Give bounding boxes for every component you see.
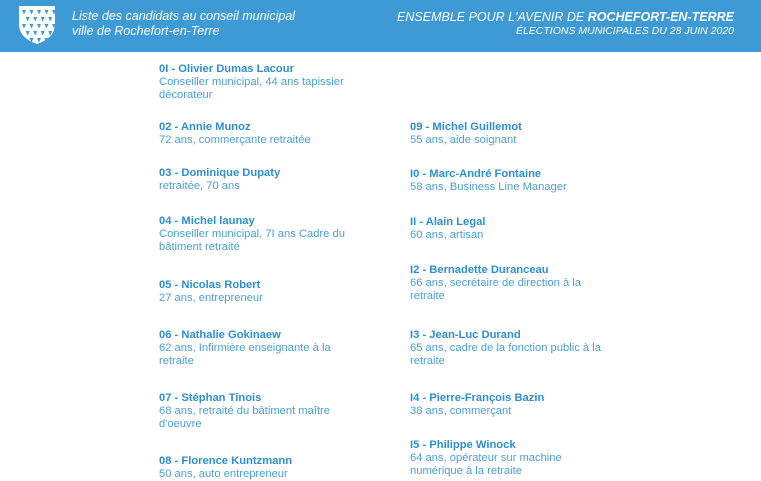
header-election-title <box>397 10 734 38</box>
list-item <box>410 263 615 302</box>
candidate-name: 05 - Nicolas Robert <box>159 279 261 291</box>
list-item <box>159 454 364 481</box>
list-item <box>410 215 615 242</box>
candidate-name: 0I - Olivier Dumas Lacour <box>159 63 294 75</box>
candidate-description: Conseiller municipal, 44 ans tapissier décorateur <box>159 76 344 101</box>
candidate-name: 04 - Michel launay <box>159 215 255 227</box>
candidate-description: 65 ans, cadre de la fonction public à la retraite <box>410 342 601 367</box>
header-banner <box>0 0 761 52</box>
candidate-description: 60 ans, artisan <box>410 229 484 241</box>
candidate-description: 38 ans, commerçant <box>410 405 512 417</box>
list-item <box>410 120 615 147</box>
candidate-description: 72 ans, commerçante retraitée <box>159 134 311 146</box>
candidate-description: 64 ans, opérateur sur machine numérique à la retraite <box>410 452 562 477</box>
candidate-description: 27 ans, entrepreneur <box>159 292 263 304</box>
ermine-spot-icon <box>22 38 26 43</box>
list-item <box>159 278 364 305</box>
candidate-name: I4 - Pierre-François Bazin <box>410 392 545 404</box>
candidate-name: 06 - Nathalie Gokinaew <box>159 329 281 341</box>
candidate-name: 09 - Michel Guillemot <box>410 121 522 133</box>
header-slogan <box>397 10 734 25</box>
candidate-description: 66 ans, secrétaire de direction à la retraite <box>410 277 582 302</box>
candidate-description: 50 ans, auto entrepreneur <box>159 468 288 480</box>
candidate-description: 58 ans, Business Line Manager <box>410 181 567 193</box>
header-election-date: ÉLECTIONS MUNICIPALES DU 28 JUIN 2020 <box>515 25 734 37</box>
candidate-name: I0 - Marc-André Fontaine <box>410 168 542 180</box>
list-item <box>159 62 364 101</box>
crest-logo-icon <box>15 2 59 46</box>
candidate-name: 07 - Stéphan Tinois <box>159 392 262 404</box>
list-item <box>159 391 364 430</box>
list-item <box>410 328 615 367</box>
ermine-spot-icon <box>56 17 59 22</box>
candidate-name: I5 - Philippe Winock <box>410 439 516 451</box>
candidate-name: 02 - Annie Munoz <box>159 121 251 133</box>
candidate-description: 68 ans, retraité du bâtiment maître d'oeuvre <box>159 405 331 430</box>
header-title-line1: Liste des candidats au conseil municipal <box>72 9 296 23</box>
ermine-spot-icon <box>52 38 56 43</box>
list-item <box>159 328 364 367</box>
header-slogan-prefix: ENSEMBLE POUR L'AVENIR DE <box>397 10 588 24</box>
list-item <box>410 167 615 194</box>
header-list-title <box>72 9 295 39</box>
candidate-description: 62 ans, Infirmière enseignante à la retraite <box>159 342 331 367</box>
ermine-spot-icon <box>56 31 59 36</box>
list-item <box>159 120 364 147</box>
candidate-name: 08 - Florence Kuntzmann <box>159 455 293 467</box>
candidate-description: Conseiller municipal, 7I ans Cadre du bâtiment retraité <box>159 228 345 253</box>
list-item <box>410 438 615 477</box>
candidate-description: retraitée, 70 ans <box>159 180 240 192</box>
list-item <box>159 214 364 253</box>
candidate-description: 55 ans, aide soignant <box>410 134 517 146</box>
header-title-line2: ville de Rochefort-en-Terre <box>72 24 220 38</box>
candidate-name: II - Alain Legal <box>410 216 486 228</box>
candidate-name: I3 - Jean-Luc Durand <box>410 329 521 341</box>
candidate-name: 03 - Dominique Dupaty <box>159 167 281 179</box>
candidate-name: I2 - Bernadette Duranceau <box>410 264 549 276</box>
list-item <box>159 166 364 193</box>
header-slogan-town: ROCHEFORT-EN-TERRE <box>587 10 734 24</box>
list-item <box>410 391 615 418</box>
